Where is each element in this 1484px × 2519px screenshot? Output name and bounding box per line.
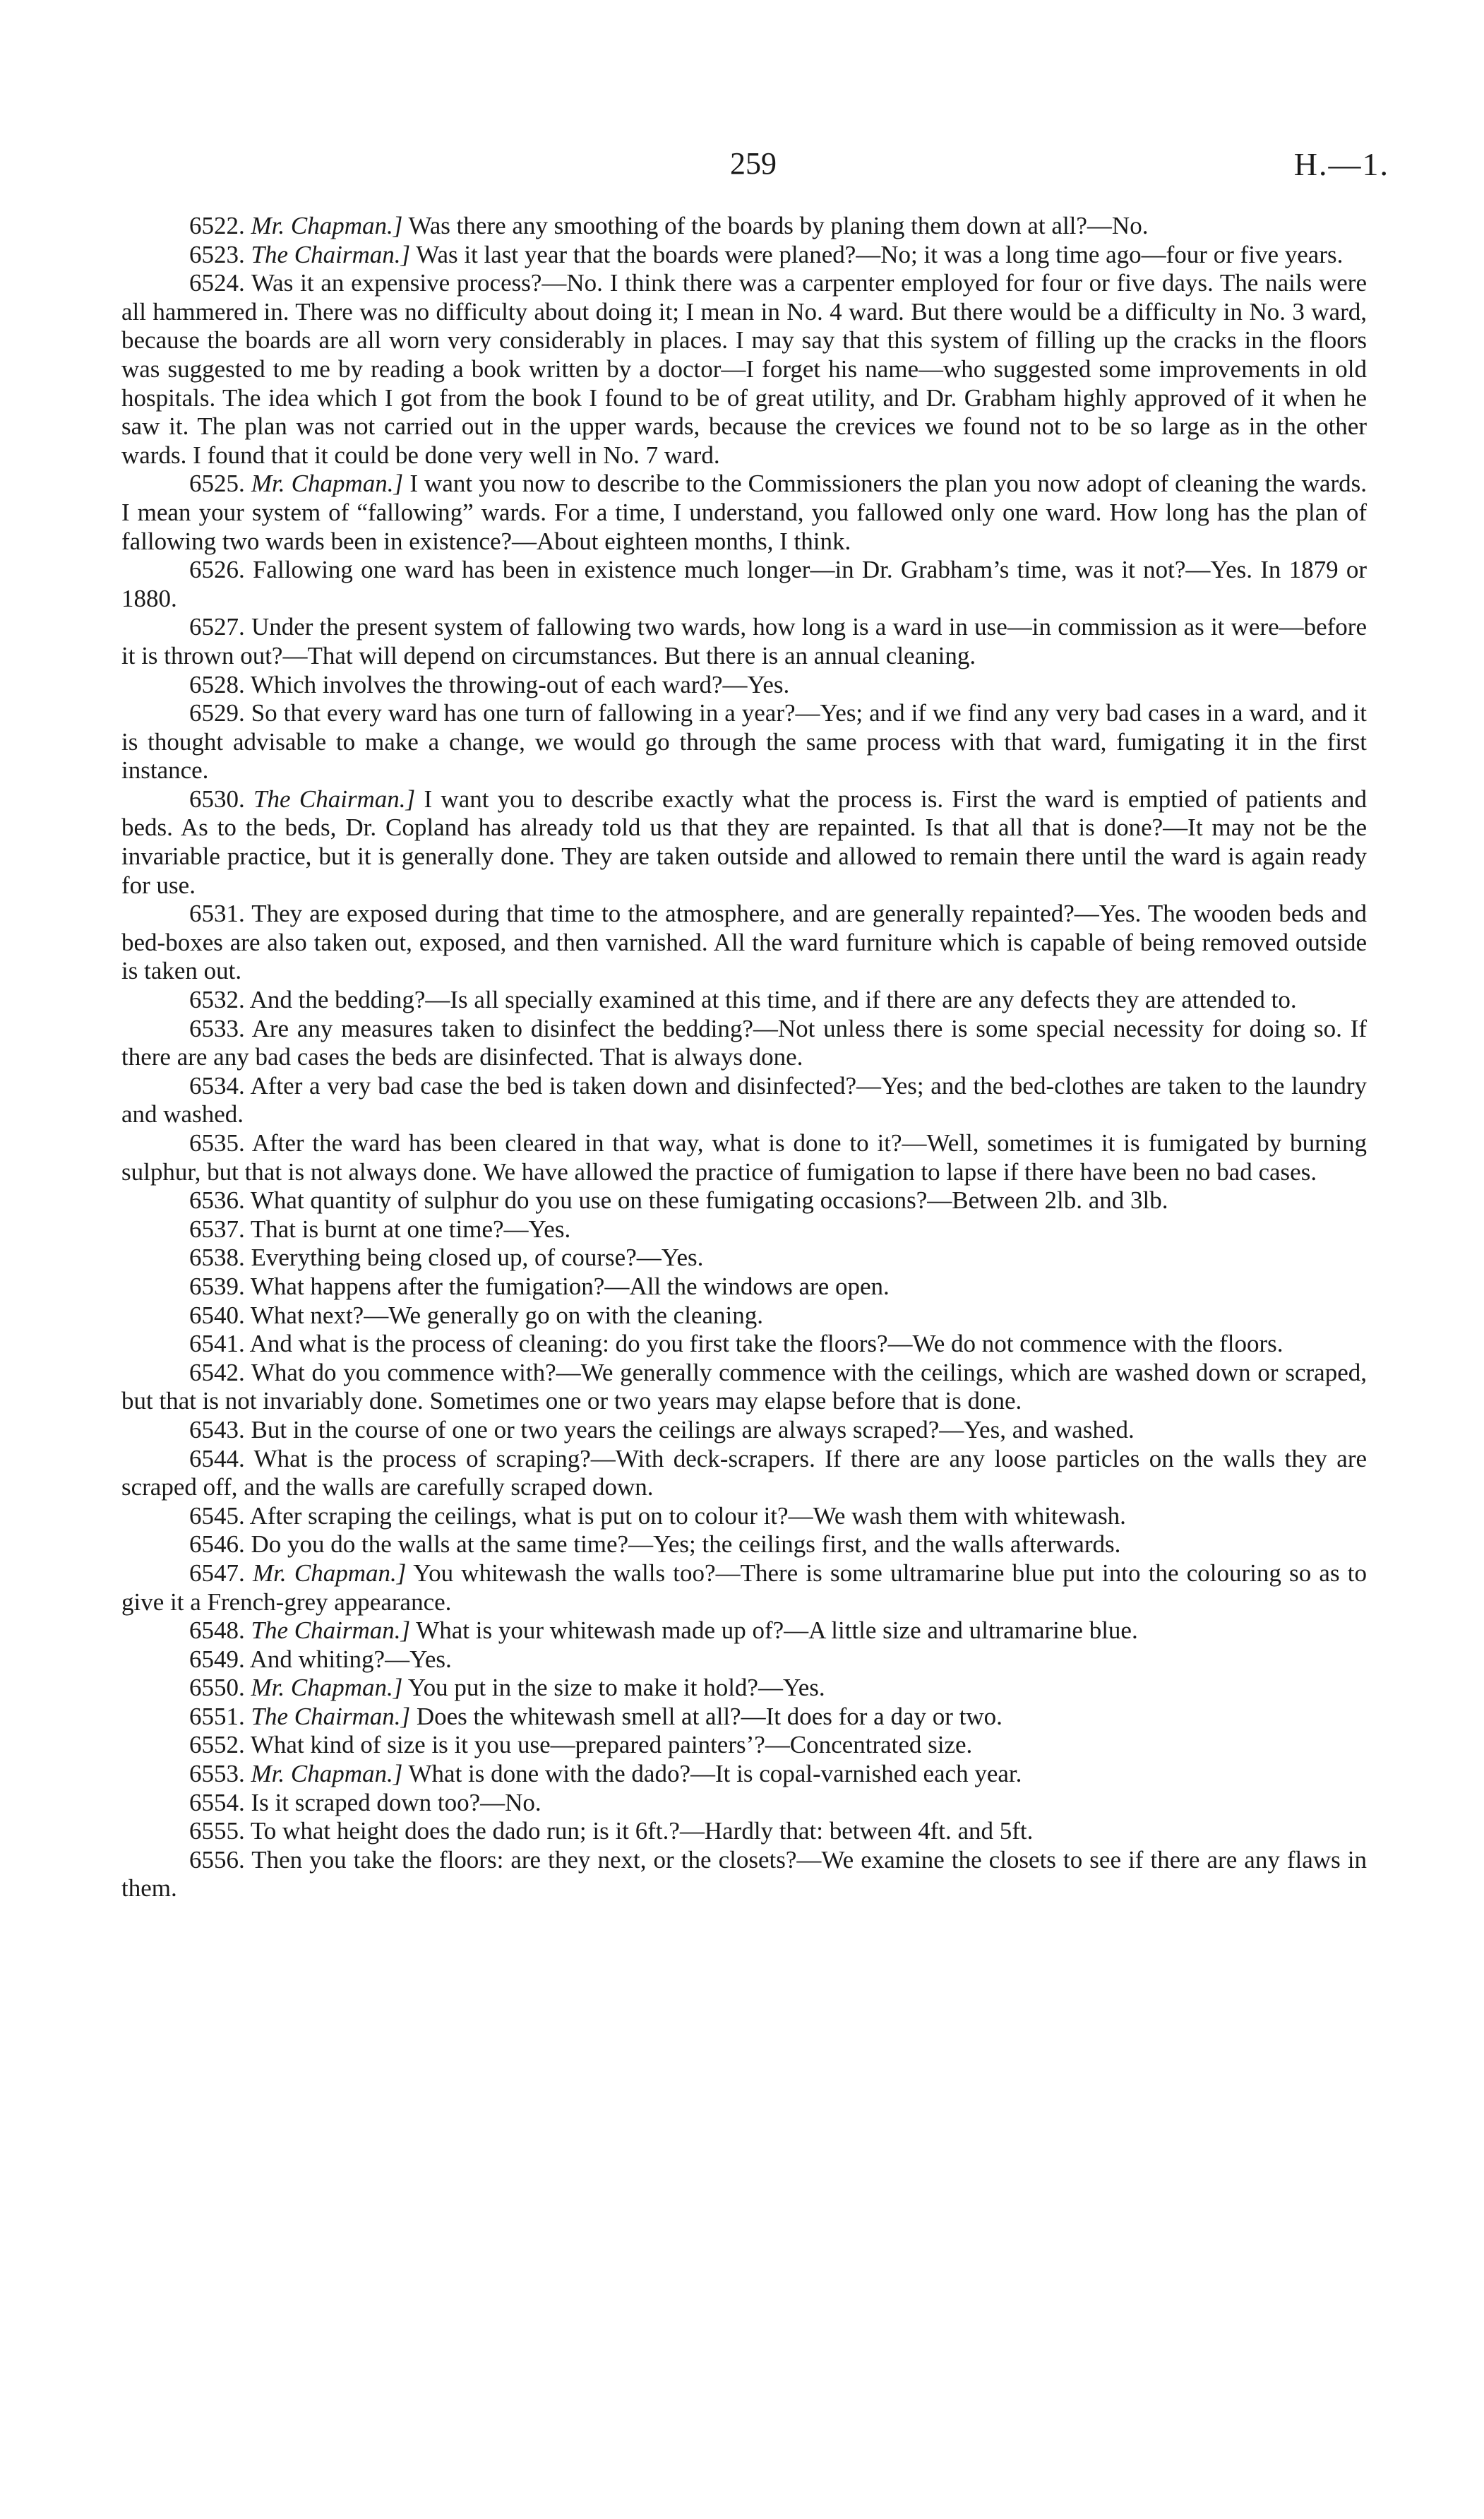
speaker-name: Mr. Chapman.] — [252, 1559, 407, 1587]
question-text: What is the process of scraping?—With deck-scrapers. If there are any loose particles on the walls they are scraped off, and the walls are carefully scraped down. — [121, 1444, 1368, 1501]
document-reference: H.—1. — [1293, 146, 1389, 182]
question-text: After a very bad case the bed is taken down and disinfected?—Yes; and the bed-clothes are taken to the laundry and washed. — [121, 1071, 1367, 1129]
question-text: What is your whitewash made up of?—A little size and ultramarine blue. — [416, 1616, 1138, 1645]
question-paragraph — [121, 613, 1367, 670]
question-number: 6543. — [189, 1415, 245, 1443]
question-number: 6547. — [189, 1559, 245, 1587]
question-number: 6556. — [189, 1845, 245, 1874]
speaker-name: The Chairman.] — [251, 1616, 411, 1645]
speaker-name: Mr. Chapman.] — [251, 470, 404, 498]
question-text: What kind of size is it you use—prepared painters’?—Concentrated size. — [250, 1731, 973, 1759]
question-text: So that every ward has one turn of fallowing in a year?—Yes; and if we find any very bad cases in a ward, and it is thought advisable to make a change, we would go through the same process with that ward, fumigating it in the first instance. — [121, 699, 1367, 785]
question-paragraph — [121, 1072, 1367, 1129]
question-paragraph — [121, 1416, 1367, 1445]
question-paragraph — [121, 1703, 1367, 1732]
question-number: 6553. — [189, 1760, 245, 1788]
speaker-name: Mr. Chapman.] — [251, 1760, 403, 1788]
question-text: Fallowing one ward has been in existence much longer—in Dr. Grabham’s time, was it not?—Yes. In 1879 or 1880. — [121, 556, 1368, 612]
question-number: 6532. — [189, 986, 245, 1014]
question-number: 6537. — [189, 1215, 245, 1243]
question-text: To what height does the dado run; is it 6ft.?—Hardly that: between 4ft. and 5ft. — [250, 1817, 1034, 1845]
question-paragraph — [121, 1817, 1367, 1846]
question-paragraph — [121, 1129, 1367, 1186]
question-text: Everything being closed up, of course?—Yes. — [251, 1244, 704, 1272]
question-text: But in the course of one or two years the ceilings are always scraped?—Yes, and washed. — [251, 1415, 1135, 1443]
page-number: 259 — [730, 146, 777, 181]
question-paragraph — [121, 1445, 1367, 1502]
question-number: 6533. — [189, 1014, 245, 1042]
question-number: 6555. — [189, 1817, 245, 1845]
question-paragraph — [121, 1215, 1367, 1244]
question-number: 6552. — [189, 1731, 245, 1759]
question-paragraph — [121, 470, 1367, 556]
question-text: And whiting?—Yes. — [249, 1645, 452, 1673]
question-number: 6544. — [189, 1444, 245, 1472]
question-number: 6530. — [189, 785, 245, 813]
question-paragraph — [121, 671, 1367, 700]
question-paragraph — [121, 241, 1367, 270]
question-number: 6525. — [189, 470, 245, 498]
question-text: Are any measures taken to disinfect the bedding?—Not unless there is some special necessity for doing so. If there are any bad cases the beds are disinfected. That is always done. — [121, 1014, 1367, 1071]
question-number: 6527. — [189, 613, 245, 641]
question-text: What do you commence with?—We generally commence with the ceilings, which are washed down or scraped, but that is not invariably done. Sometimes one or two years may elapse before that is done. — [121, 1358, 1367, 1415]
question-number: 6531. — [189, 900, 245, 928]
question-number: 6551. — [189, 1702, 245, 1730]
question-text: You put in the size to make it hold?—Yes. — [407, 1674, 825, 1702]
question-text: That is burnt at one time?—Yes. — [250, 1215, 571, 1243]
question-number: 6524. — [189, 269, 245, 297]
question-paragraph — [121, 1302, 1367, 1330]
question-number: 6529. — [189, 699, 245, 727]
question-paragraph — [121, 1530, 1367, 1559]
question-number: 6539. — [189, 1272, 245, 1300]
question-text: Is it scraped down too?—No. — [251, 1788, 541, 1816]
question-number: 6534. — [189, 1071, 245, 1100]
question-number: 6540. — [189, 1301, 245, 1329]
question-text: And the bedding?—Is all specially examined at this time, and if there are any defects they are attended to. — [249, 986, 1297, 1014]
question-paragraph — [121, 1559, 1367, 1616]
question-number: 6523. — [189, 240, 245, 268]
question-paragraph — [121, 986, 1367, 1015]
question-number: 6545. — [189, 1501, 245, 1530]
question-text: And what is the process of cleaning: do you first take the floors?—We do not commence with the floors. — [249, 1330, 1283, 1358]
question-number: 6546. — [189, 1530, 245, 1559]
question-text: Was there any smoothing of the boards by planing them down at all?—No. — [408, 212, 1149, 239]
question-paragraph — [121, 1186, 1367, 1215]
question-number: 6536. — [189, 1186, 245, 1215]
question-text: What happens after the fumigation?—All the windows are open. — [250, 1272, 890, 1300]
question-text: Under the present system of fallowing two wards, how long is a ward in use—in commission as it were—before it is thrown out?—That will depend on circumstances. But there is an annual cleaning. — [121, 613, 1367, 669]
evidence-text — [121, 212, 1367, 1903]
question-text: What is done with the dado?—It is copal-varnished each year. — [408, 1760, 1022, 1788]
question-number: 6548. — [189, 1616, 245, 1645]
question-number: 6528. — [189, 670, 245, 698]
question-paragraph — [121, 699, 1367, 785]
question-number: 6535. — [189, 1129, 245, 1157]
question-paragraph — [121, 900, 1367, 986]
question-text: They are exposed during that time to the atmosphere, and are generally repainted?—Yes. The wooden beds and bed-boxes are also taken out, exposed, and then varnished. All the ward furniture which is capable of being removed outside is taken out. — [121, 900, 1367, 985]
question-text: After scraping the ceilings, what is put on to colour it?—We wash them with whitewash. — [249, 1501, 1126, 1530]
question-text: What quantity of sulphur do you use on these fumigating occasions?—Between 2lb. and 3lb. — [250, 1186, 1168, 1215]
question-paragraph — [121, 1674, 1367, 1703]
speaker-name: The Chairman.] — [251, 240, 411, 268]
question-paragraph — [121, 1645, 1367, 1674]
question-paragraph — [121, 1244, 1367, 1273]
question-paragraph — [121, 785, 1367, 900]
question-number: 6538. — [189, 1244, 245, 1272]
question-paragraph — [121, 1760, 1367, 1789]
question-text: I want you to describe exactly what the process is. First the ward is emptied of patients and beds. As to the beds, Dr. Copland has already told us that they are repainted. Is that all that is done?—It may not be the invariable practice, but it is generally done. They are taken outside and allowed to remain there until the ward is again ready for use. — [121, 785, 1367, 899]
question-number: 6542. — [189, 1358, 245, 1386]
question-paragraph — [121, 212, 1367, 241]
question-paragraph — [121, 556, 1367, 613]
question-number: 6550. — [189, 1674, 245, 1702]
question-text: I want you now to describe to the Commissioners the plan you now adopt of cleaning the wards. I mean your system of “fallowing” wards. For a time, I understand, you fallowed only one ward. How long has the plan of fallowing two wards been in existence?—About eighteen months, I think. — [121, 470, 1368, 555]
question-paragraph — [121, 1789, 1367, 1818]
speaker-name: The Chairman.] — [253, 785, 416, 813]
question-number: 6526. — [189, 556, 245, 584]
question-text: Do you do the walls at the same time?—Yes; the ceilings first, and the walls afterwards. — [251, 1530, 1121, 1559]
question-paragraph — [121, 1731, 1367, 1760]
question-text: After the ward has been cleared in that way, what is done to it?—Well, sometimes it is fumigated by burning sulphur, but that is not always done. We have allowed the practice of fumigation to lapse if there have been no bad cases. — [121, 1129, 1367, 1186]
question-paragraph — [121, 1502, 1367, 1531]
question-paragraph — [121, 1273, 1367, 1302]
question-text: You whitewash the walls too?—There is some ultramarine blue put into the colouring so as to give it a French-grey appearance. — [121, 1559, 1368, 1616]
speaker-name: Mr. Chapman.] — [251, 212, 403, 239]
question-number: 6554. — [189, 1788, 245, 1816]
question-text: Then you take the floors: are they next, or the closets?—We examine the closets to see if there are any flaws in them. — [121, 1845, 1367, 1902]
speaker-name: Mr. Chapman.] — [251, 1674, 403, 1702]
question-paragraph — [121, 1846, 1367, 1903]
page-header — [0, 145, 1484, 188]
question-paragraph — [121, 1359, 1367, 1416]
question-number: 6522. — [189, 212, 245, 239]
question-paragraph — [121, 1330, 1367, 1359]
speaker-name: The Chairman.] — [251, 1702, 411, 1730]
question-paragraph — [121, 1616, 1367, 1645]
question-text: Which involves the throwing-out of each ward?—Yes. — [250, 670, 790, 698]
question-text: Does the whitewash smell at all?—It does for a day or two. — [416, 1702, 1003, 1730]
question-text: Was it last year that the boards were planed?—No; it was a long time ago—four or five years. — [416, 240, 1344, 268]
question-number: 6549. — [189, 1645, 245, 1673]
question-number: 6541. — [189, 1330, 245, 1358]
question-paragraph — [121, 269, 1367, 470]
question-text: Was it an expensive process?—No. I think there was a carpenter employed for four or five days. The nails were all hammered in. There was no difficulty about doing it; I mean in No. 4 ward. But there would be a difficulty in No. 3 ward, because the boards are all worn very considerably in places. I may say that this system of filling up the cracks in the floors was suggested to me by reading a book written by a doctor—I forget his name—who suggested some improvements in old hospitals. The idea which I got from the book I found to be of great utility, and Dr. Grabham highly approved of it when he saw it. The plan was not carried out in the upper wards, because the crevices we found not to be so large as in the other wards. I found that it could be done very well in No. 7 ward. — [121, 269, 1367, 469]
question-text: What next?—We generally go on with the cleaning. — [250, 1301, 763, 1329]
question-paragraph — [121, 1015, 1367, 1072]
